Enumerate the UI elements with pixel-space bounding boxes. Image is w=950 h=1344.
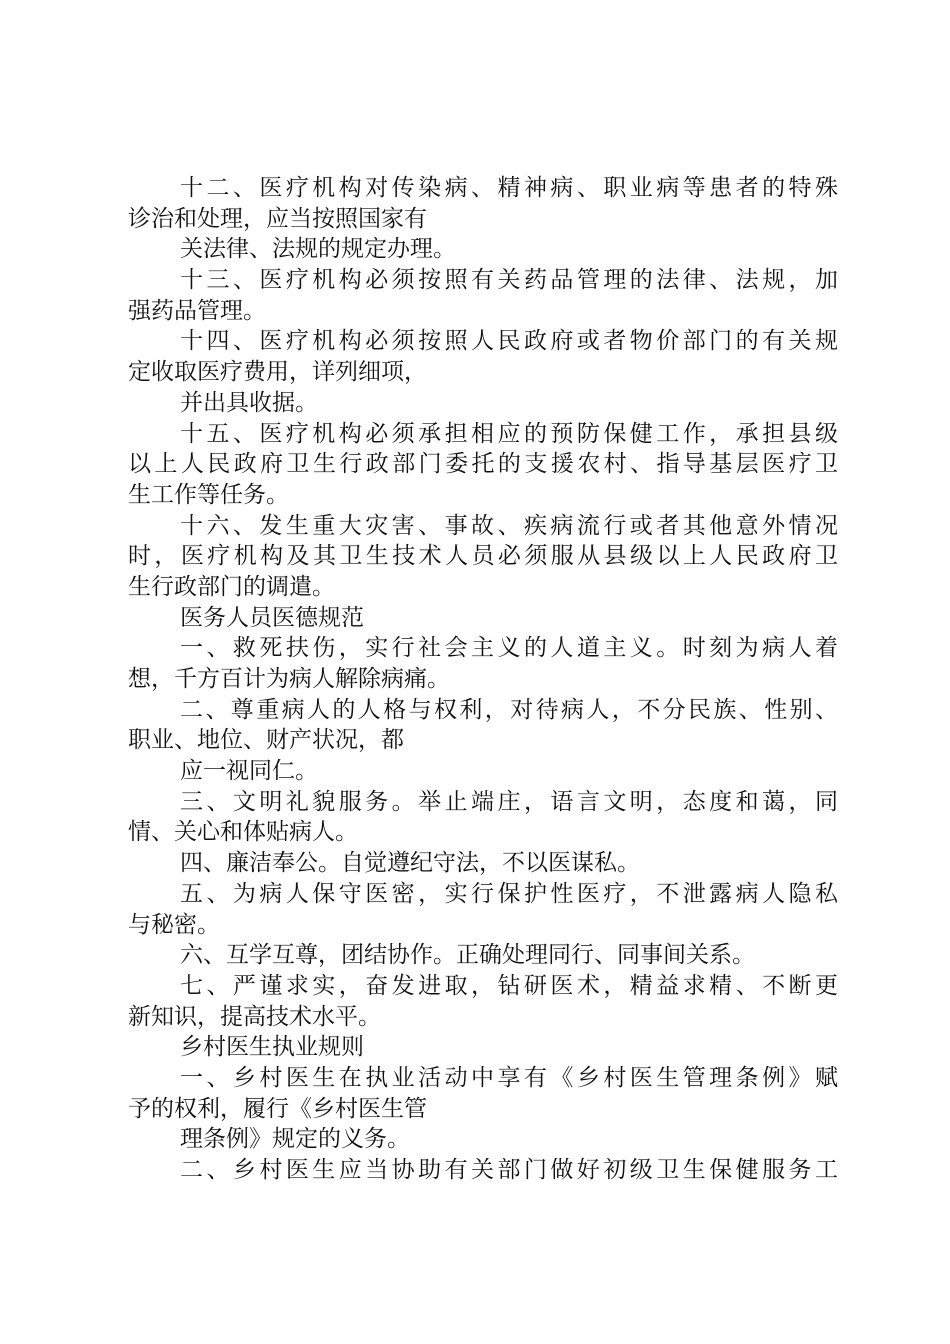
paragraph-line: 强药品管理。: [128, 297, 266, 324]
paragraph-line: 职业、地位、财产状况，都: [128, 727, 404, 754]
paragraph-line: 应一视同仁。: [180, 758, 318, 785]
paragraph-line: 五、为病人保守医密，实行保护性医疗，不泄露病人隐私: [180, 880, 838, 907]
paragraph-line: 新知识，提高技术水平。: [128, 1003, 381, 1030]
paragraph-line: 十六、发生重大灾害、事故、疾病流行或者其他意外情况: [180, 512, 838, 539]
paragraph-line: 十四、医疗机构必须按照人民政府或者物价部门的有关规: [180, 328, 838, 355]
section-heading: 医务人员医德规范: [180, 604, 364, 631]
paragraph-line: 生工作等任务。: [128, 481, 289, 508]
paragraph-line: 以上人民政府卫生行政部门委托的支援农村、指导基层医疗卫: [128, 451, 838, 478]
paragraph-line: 十三、医疗机构必须按照有关药品管理的法律、法规，加: [180, 267, 838, 294]
paragraph-line: 诊治和处理，应当按照国家有: [128, 205, 427, 232]
paragraph-line: 一、救死扶伤，实行社会主义的人道主义。时刻为病人着: [180, 635, 838, 662]
paragraph-line: 并出具收据。: [180, 389, 318, 416]
paragraph-line: 与秘密。: [128, 911, 220, 938]
paragraph-line: 时，医疗机构及其卫生技术人员必须服从县级以上人民政府卫: [128, 543, 838, 570]
paragraph-line: 十五、医疗机构必须承担相应的预防保健工作，承担县级: [180, 420, 838, 447]
paragraph-line: 情、关心和体贴病人。: [128, 819, 358, 846]
paragraph-line: 七、严谨求实，奋发进取，钻研医术，精益求精、不断更: [180, 972, 838, 999]
paragraph-line: 定收取医疗费用，详列细项，: [128, 359, 427, 386]
paragraph-line: 想，千方百计为病人解除病痛。: [128, 666, 450, 692]
paragraph-line: 关法律、法规的规定办理。: [180, 236, 456, 263]
section-heading: 乡村医生执业规则: [180, 1034, 364, 1061]
paragraph-line: 十二、医疗机构对传染病、精神病、职业病等患者的特殊: [180, 175, 838, 201]
paragraph-line: 予的权利，履行《乡村医生管: [128, 1095, 427, 1122]
paragraph-line: 生行政部门的调遣。: [128, 573, 335, 600]
document-body: [128, 173, 838, 1186]
paragraph-line: 四、廉洁奉公。自觉遵纪守法，不以医谋私。: [180, 850, 640, 877]
paragraph-line: 二、尊重病人的人格与权利，对待病人，不分民族、性别、: [180, 696, 838, 723]
paragraph-line: 三、文明礼貌服务。举止端庄，语言文明，态度和蔼，同: [180, 788, 838, 815]
paragraph-line: 六、互学互尊，团结协作。正确处理同行、同事间关系。: [180, 942, 755, 969]
paragraph-line: 一、乡村医生在执业活动中享有《乡村医生管理条例》赋: [180, 1064, 838, 1091]
paragraph-line: 理条例》规定的义务。: [180, 1126, 410, 1153]
paragraph-line: 二、乡村医生应当协助有关部门做好初级卫生保健服务工: [180, 1157, 838, 1183]
